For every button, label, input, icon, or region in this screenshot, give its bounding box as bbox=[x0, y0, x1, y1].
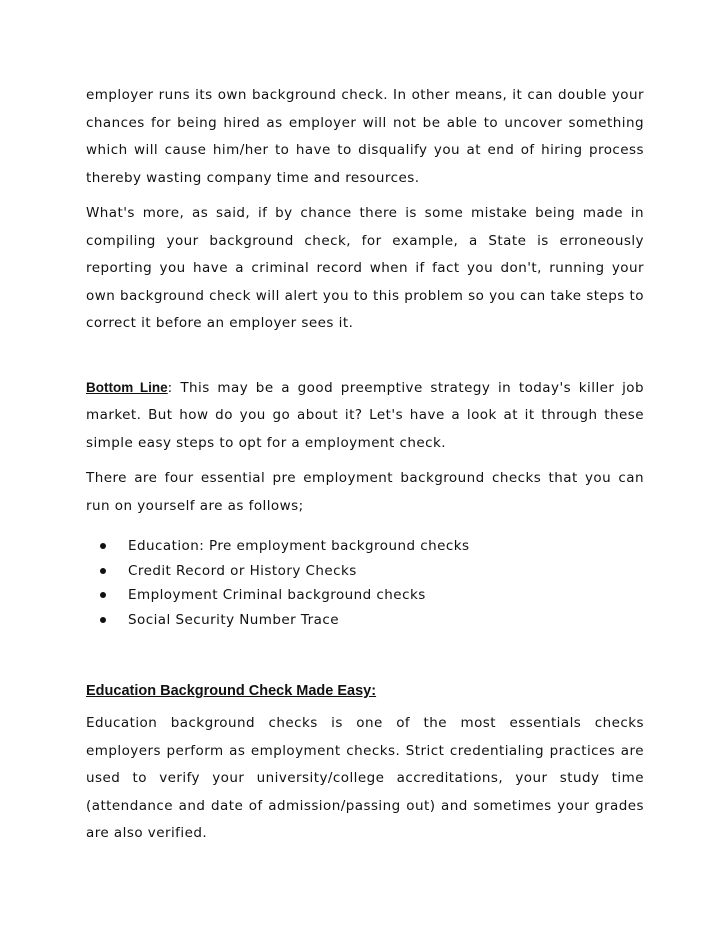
bullet-icon bbox=[100, 568, 106, 574]
spacer bbox=[86, 632, 644, 678]
paragraph-education: Education background checks is one of the most essentials checks employers perform as employment checks. Strict credentialing practices are used to verify your university/college accreditations, your study time (attendance and date of admission/passing out) and sometimes your grades are also verified. bbox=[86, 715, 644, 841]
bullet-icon bbox=[100, 617, 106, 623]
paragraph-four-checks: There are four essential pre employment background checks that you can run on yourself are as follows; bbox=[86, 470, 644, 514]
bottom-line-text: : This may be a good preemptive strategy in today's killer job market. But how do you go about it? Let's have a look at it through these simple easy steps to opt for a employment check. bbox=[86, 379, 644, 451]
list-item bbox=[100, 559, 644, 584]
paragraph-whats-more: What's more, as said, if by chance there is some mistake being made in compiling your background check, for example, a State is erroneously reporting you have a criminal record when if fact you don't, running your own background check will alert you to this problem so you can take steps to correct it before an employer sees it. bbox=[86, 205, 644, 331]
paragraph-intro: employer runs its own background check. In other means, it can double your chances for being hired as employer will not be able to uncover something which will cause him/her to have to disqualify you at end of hiring process thereby wasting company time and resources. bbox=[86, 87, 644, 186]
bottom-line-label: Bottom Line bbox=[86, 379, 168, 395]
bullet-icon bbox=[100, 592, 106, 598]
list-item-text: Education: Pre employment background checks bbox=[128, 538, 470, 554]
list-item-text: Credit Record or History Checks bbox=[128, 562, 357, 579]
checks-list bbox=[86, 534, 644, 632]
list-item bbox=[100, 583, 644, 608]
spacer bbox=[86, 338, 644, 374]
list-item bbox=[100, 608, 644, 633]
paragraph-bottom-line bbox=[86, 374, 644, 458]
list-item-text: Social Security Number Trace bbox=[128, 611, 339, 628]
spacer bbox=[86, 457, 644, 465]
spacer bbox=[86, 192, 644, 200]
bullet-icon bbox=[100, 543, 106, 549]
section-heading: Education Background Check Made Easy: bbox=[86, 683, 377, 699]
list-item-text: Employment Criminal background checks bbox=[128, 587, 426, 603]
document-page bbox=[86, 82, 644, 848]
list-item bbox=[100, 534, 644, 559]
